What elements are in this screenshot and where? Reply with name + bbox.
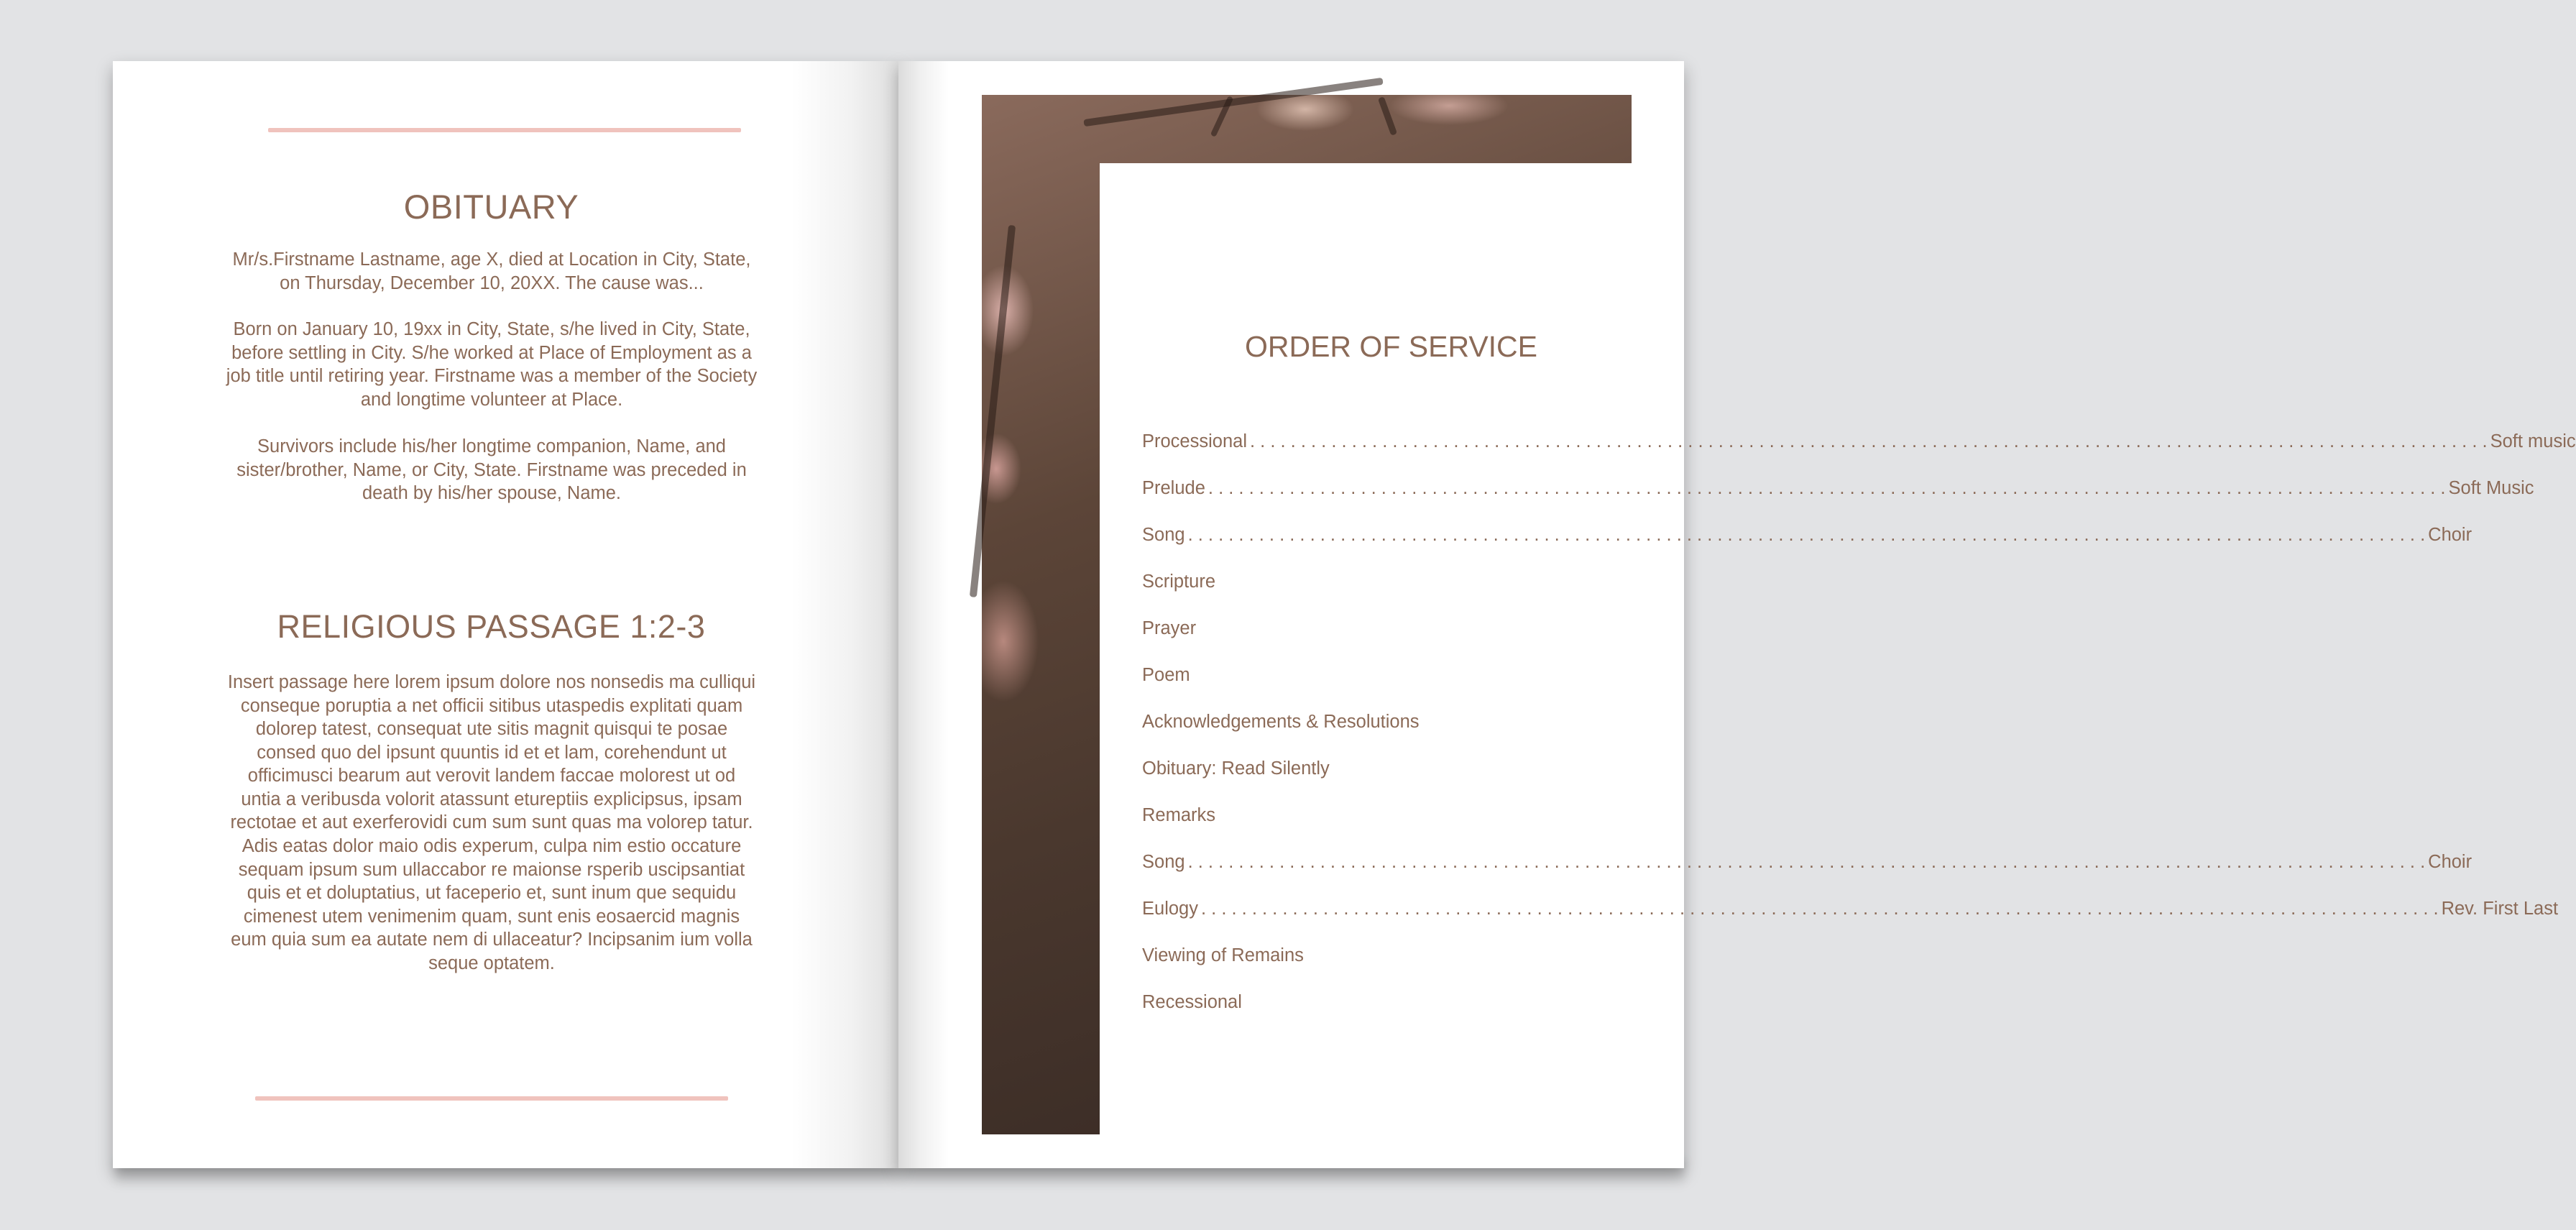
bottom-divider (255, 1096, 728, 1101)
service-item (1142, 616, 1640, 641)
service-item (1142, 429, 2576, 454)
service-item (1142, 896, 2559, 921)
service-item-name: Remarks (1142, 805, 1216, 825)
branch-shape (1083, 78, 1383, 127)
service-item (1142, 756, 1640, 781)
service-item-name: Song (1142, 852, 1185, 872)
obituary-paragraph-2: Born on January 10, 19xx in City, State, s/he lived in City, State, before settling in City. S/he worked at Place of Employment as a job title until retiring year. Firstname was a member of the Society and longtime volunteer at Place. (226, 319, 758, 410)
service-item-name: Prayer (1142, 618, 1197, 638)
service-item (1142, 803, 1640, 827)
passage-paragraph-2: Adis eatas dolor maio odis experum, culpa nim estio occature sequam ipsum sum ullaccabor re maionse rsperib uscipsantiat quis et et doluptatius, ut faceperio et, sunt inum que sequidu cimenest utem venimenim quam, sunt enis eosaercid magnis eum quia sum ea autate nem di ullaceatur? Incipsanim ium volla seque optatem. (231, 836, 753, 973)
branch-shape (1378, 96, 1397, 136)
service-item-performer: Choir (2428, 525, 2472, 545)
service-item-name: Recessional (1142, 992, 1242, 1012)
order-of-service-title: ORDER OF SERVICE (1244, 330, 1538, 363)
service-item (1142, 523, 2472, 547)
dot-leader (1201, 896, 2439, 921)
service-item-performer: Rev. First Last (2441, 899, 2559, 919)
blossom-photo-frame (982, 95, 2576, 1134)
service-item (1142, 476, 2534, 500)
obituary-paragraph-3: Survivors include his/her longtime companion, Name, and sister/brother, Name, or City, State. Firstname was preceded in death by his/her spouse, Name. (236, 436, 747, 503)
service-item-performer: Soft Music (2448, 478, 2534, 498)
service-item-name: Prelude (1142, 478, 1205, 498)
service-item-name: Viewing of Remains (1142, 945, 1304, 965)
service-item-name: Eulogy (1142, 899, 1198, 919)
dot-leader (1188, 850, 2426, 874)
service-item (1142, 990, 1640, 1014)
service-item (1142, 569, 1640, 594)
service-item-name: Obituary: Read Silently (1142, 758, 1330, 779)
service-item-name: Scripture (1142, 572, 1216, 592)
service-item (1142, 710, 1640, 734)
religious-passage-title: RELIGIOUS PASSAGE 1:2-3 (277, 608, 706, 645)
page-fold-shade (791, 61, 898, 1168)
top-divider (268, 128, 741, 132)
obituary-paragraph-1: Mr/s.Firstname Lastname, age X, died at Location in City, State, on Thursday, December 10, 20XX. The cause was... (232, 249, 751, 293)
obituary-title: OBITUARY (403, 188, 579, 226)
dot-leader (1250, 429, 2488, 454)
service-item-name: Processional (1142, 431, 1247, 451)
left-page (113, 61, 898, 1168)
page-fold-shade (898, 61, 949, 1168)
passage-paragraph-1: Insert passage here lorem ipsum dolore nos nonsedis ma culliqui conseque poruptia a net officii sitibus utaspedis explitati quam dolorep tatest, consequat ute sitis magnit quisqui te posae consed quo del ipsunt quuntis id et et lam, corehendunt ut officimusci bearum aut verovit landem faccae molorest ut od untia a veribusda volorit atassunt etureptiis explicipsus, ipsam rectotae et aut exerferovidi cum sum sunt quas ma volorep tatur. (227, 672, 756, 832)
service-item (1142, 663, 1640, 687)
dot-leader (1208, 476, 2446, 500)
right-page (898, 61, 2576, 1168)
order-of-service-card (1100, 163, 2576, 1135)
branch-shape (970, 225, 1016, 597)
service-item-performer: Soft music (2490, 431, 2576, 451)
service-item-name: Acknowledgements & Resolutions (1142, 712, 1420, 732)
service-item (1142, 943, 1640, 968)
service-item (1142, 850, 2472, 874)
service-item-name: Poem (1142, 665, 1190, 685)
service-item-name: Song (1142, 525, 1185, 545)
dot-leader (1188, 523, 2426, 547)
service-item-performer: Choir (2428, 852, 2472, 872)
